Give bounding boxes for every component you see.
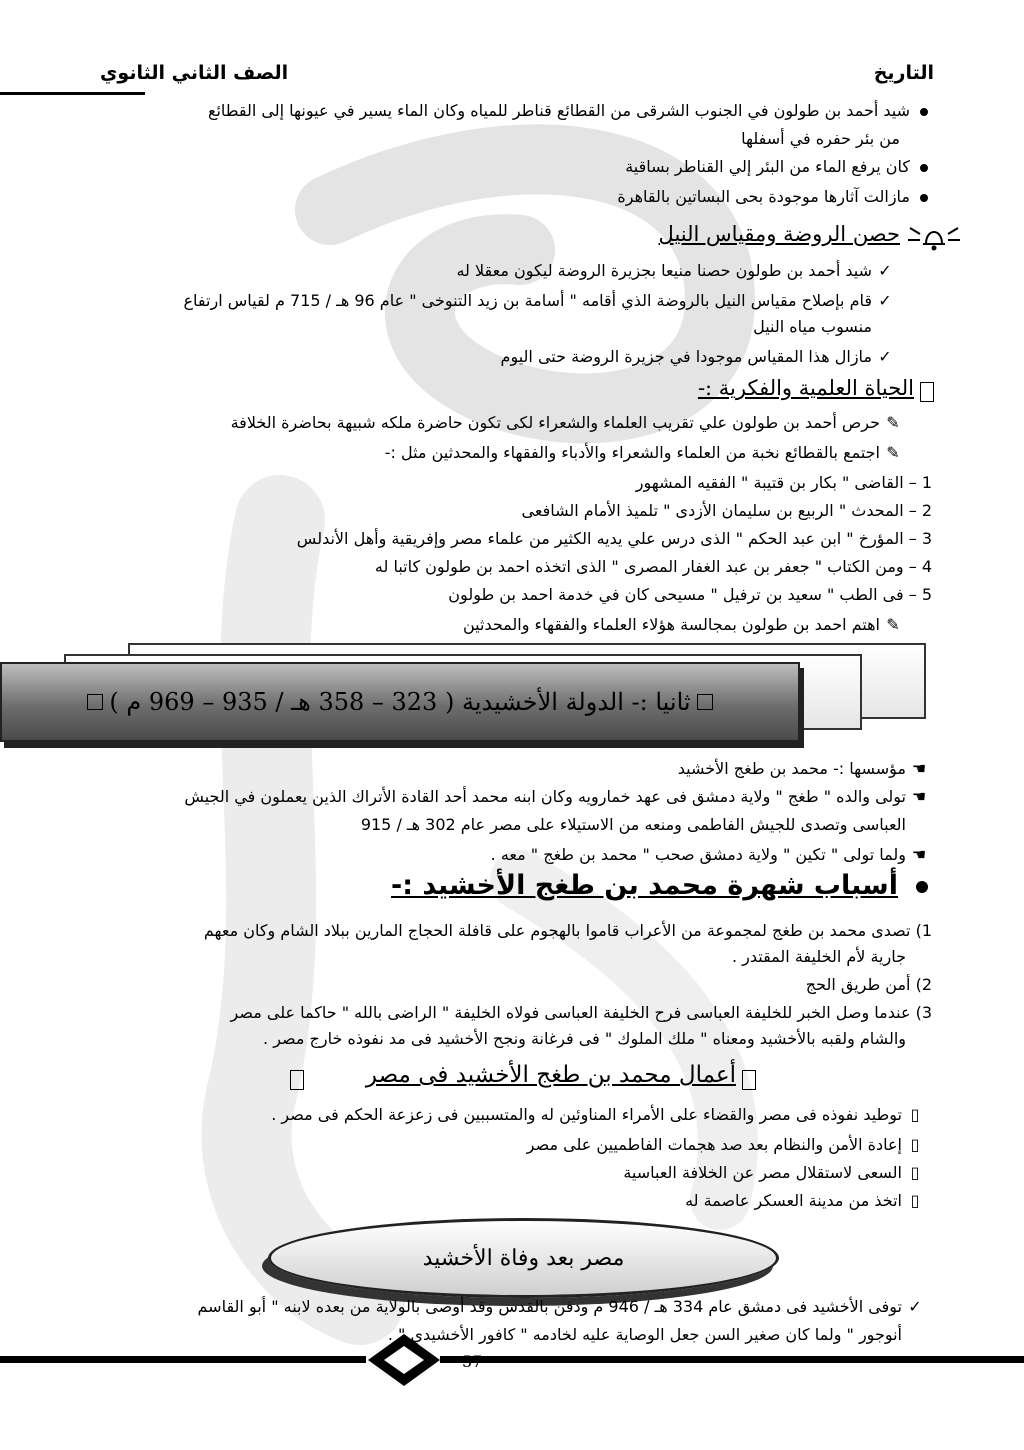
science-pen-1: ✎حرص أحمد بن طولون علي تقريب العلماء والشعراء لكى تكون حاضرة ملكه شبيهة بحاضرة الخلافة <box>231 410 906 436</box>
works-item-4: ▯اتخذ من مدينة العسكر عاصمة له <box>685 1188 928 1214</box>
box-icon: ▯ <box>910 1135 920 1154</box>
ikhshid-item-2-cont: العباسى وتصدى للجيش الفاطمى ومنعه من الاستيلاء على مصر عام 302 هـ / 915 <box>360 815 906 834</box>
box-icon <box>697 694 713 710</box>
intro-bullet-3: مازالت آثارها موجودة بحى البساتين بالقاهرة <box>617 184 928 210</box>
fame-item-3-cont: والشام ولقبه بالأخشيد ومعناه " ملك الملوك " فى فرغانة ونجح الأخشيد فى مد نفوذه خارج مصر . <box>263 1029 906 1048</box>
banner-title: ثانيا :- الدولة الأخشيدية ( 323 – 358 هـ / 935 – 969 م ) <box>109 688 691 716</box>
footer-rule-left <box>0 1356 366 1363</box>
box-icon: ▯ <box>910 1191 920 1210</box>
intro-bullet-1-cont: من بئر حفره في أسفلها <box>741 129 900 148</box>
after-death-line-2: أنوجور " ولما كان صغير السن جعل الوصاية عليه لخادمه " كافور الأخشيدي " . <box>387 1325 902 1344</box>
box-icon: ▯ <box>910 1163 920 1182</box>
scholar-4: 4 – ومن الكتاب " جعفر بن عبد الغفار المصرى " الذى اتخذه احمد بن طولون كاتبا له <box>374 557 932 576</box>
check-icon: ✓ <box>878 291 892 310</box>
works-item-1: ▯توطيد نفوذه فى مصر والقضاء على الأمراء المناوئين له والمتسببين فى زعزعة الحكم فى مصر . <box>271 1102 928 1128</box>
fame-item-2: 2) أمن طريق الحج <box>805 975 932 994</box>
bullet-dot <box>920 164 928 172</box>
check-icon: ✓ <box>878 261 892 280</box>
intro-bullet-1: شيد أحمد بن طولون في الجنوب الشرقى من القطائع قناطر للمياه وكان الماء يسير في عيونها إلى القطائع <box>208 98 928 124</box>
after-death-title: مصر بعد وفاة الأخشيد <box>422 1245 625 1271</box>
roda-item-3: ✓مازال هذا المقياس موجودا في جزيرة الروضة حتى اليوم <box>501 344 898 370</box>
bell-icon <box>906 218 962 254</box>
check-icon: ✓ <box>908 1297 922 1316</box>
fame-heading: أسباب شهرة محمد بن طغج الأخشيد :- <box>391 870 928 901</box>
box-marker-icon <box>920 382 934 402</box>
fame-item-1: 1) تصدى محمد بن طغج لمجموعة من الأعراب قاموا بالهجوم على قافلة الحجاج المارين ببلاد الشام وكان معهم <box>203 921 932 940</box>
pen-icon: ✎ <box>886 615 900 634</box>
bullet-dot <box>916 881 928 893</box>
fame-item-1-cont: جارية لأم الخليفة المقتدر . <box>731 947 906 966</box>
works-heading: أعمال محمد بن طغج الأخشيد فى مصر <box>365 1062 736 1088</box>
science-pen-2: ✎اجتمع بالقطائع نخبة من العلماء والشعراء والأدباء والفقهاء والمحدثين مثل :- <box>385 440 906 466</box>
ikhshid-item-1: ☚مؤسسها :- محمد بن طغج الأخشيد <box>678 756 932 782</box>
pointer-hand-icon: ☚ <box>911 759 927 778</box>
box-marker-icon <box>290 1070 304 1090</box>
roda-item-2: ✓قام بإصلاح مقياس النيل بالروضة الذي أقامه " أسامة بن زيد التنوخى " عام 96 هـ / 715 م لقياس ارتفاع <box>184 288 899 314</box>
intro-bullet-2: كان يرفع الماء من البئر إلي القناطر بساقية <box>625 154 928 180</box>
pen-icon: ✎ <box>886 443 900 462</box>
box-marker-icon <box>742 1070 756 1090</box>
fame-item-3: 3) عندما وصل الخبر للخليفة العباسى فرح الخليفة العباسى فولاه الخليفة " الراضى بالله " حاكما على مصر <box>230 1003 932 1022</box>
pointer-hand-icon: ☚ <box>911 845 927 864</box>
scholar-1: 1 – القاضى " بكار بن قتيبة " الفقيه المشهور <box>635 473 932 492</box>
bullet-dot <box>920 194 928 202</box>
ikhshidid-banner <box>0 662 800 742</box>
scholar-3: 3 – المؤرخ " ابن عبد الحكم " الذى درس علي يديه الكثير من علماء مصر وإفريقية وأهل الأندلس <box>296 529 932 548</box>
ikhshid-item-2: ☚تولى والده " طغج " ولاية دمشق فى عهد خمارويه وكان ابنه محمد أحد القادة الأتراك الذين يعملون في الجيش <box>184 784 932 810</box>
check-icon: ✓ <box>878 347 892 366</box>
box-icon <box>87 694 103 710</box>
scholar-2: 2 – المحدث " الربيع بن سليمان الأزدى " تلميذ الأمام الشافعى <box>521 501 932 520</box>
roda-heading: حصن الروضة ومقياس النيل <box>658 222 900 246</box>
after-death-line-1: ✓توفى الأخشيد فى دمشق عام 334 هـ / 946 م ودفن بالقدس وقد أوصى بالولاية من بعده لابنه " أبو القاسم <box>198 1294 928 1320</box>
works-item-2: ▯إعادة الأمن والنظام بعد صد هجمات الفاطميين على مصر <box>527 1132 928 1158</box>
pointer-hand-icon: ☚ <box>911 787 927 806</box>
roda-item-1: ✓شيد أحمد بن طولون حصنا منيعا بجزيرة الروضة ليكون معقلا له <box>456 258 898 284</box>
footer-ornament-icon <box>364 1330 444 1390</box>
bullet-dot <box>920 108 928 116</box>
header-rule <box>0 92 145 95</box>
after-death-banner <box>268 1218 779 1298</box>
roda-item-2-cont: منسوب مياه النيل <box>753 317 872 336</box>
ikhshid-item-3: ☚ولما تولى " تكين " ولاية دمشق صحب " محمد بن طغج " معه . <box>491 842 932 868</box>
pen-icon: ✎ <box>886 413 900 432</box>
works-item-3: ▯السعى لاستقلال مصر عن الخلافة العباسية <box>623 1160 928 1186</box>
page-number: 57 <box>462 1352 483 1371</box>
footer-rule-right <box>440 1356 1024 1363</box>
scholar-5: 5 – فى الطب " سعيد بن ترفيل " مسيحى كان في خدمة احمد بن طولون <box>448 585 932 604</box>
subject-title: التاريخ <box>873 62 934 84</box>
science-heading: الحياة العلمية والفكرية :- <box>697 376 914 400</box>
grade-title: الصف الثاني الثانوي <box>100 62 289 84</box>
box-icon: ▯ <box>910 1105 920 1124</box>
science-pen-3: ✎اهتم احمد بن طولون بمجالسة هؤلاء العلماء والفقهاء والمحدثين <box>463 612 906 638</box>
